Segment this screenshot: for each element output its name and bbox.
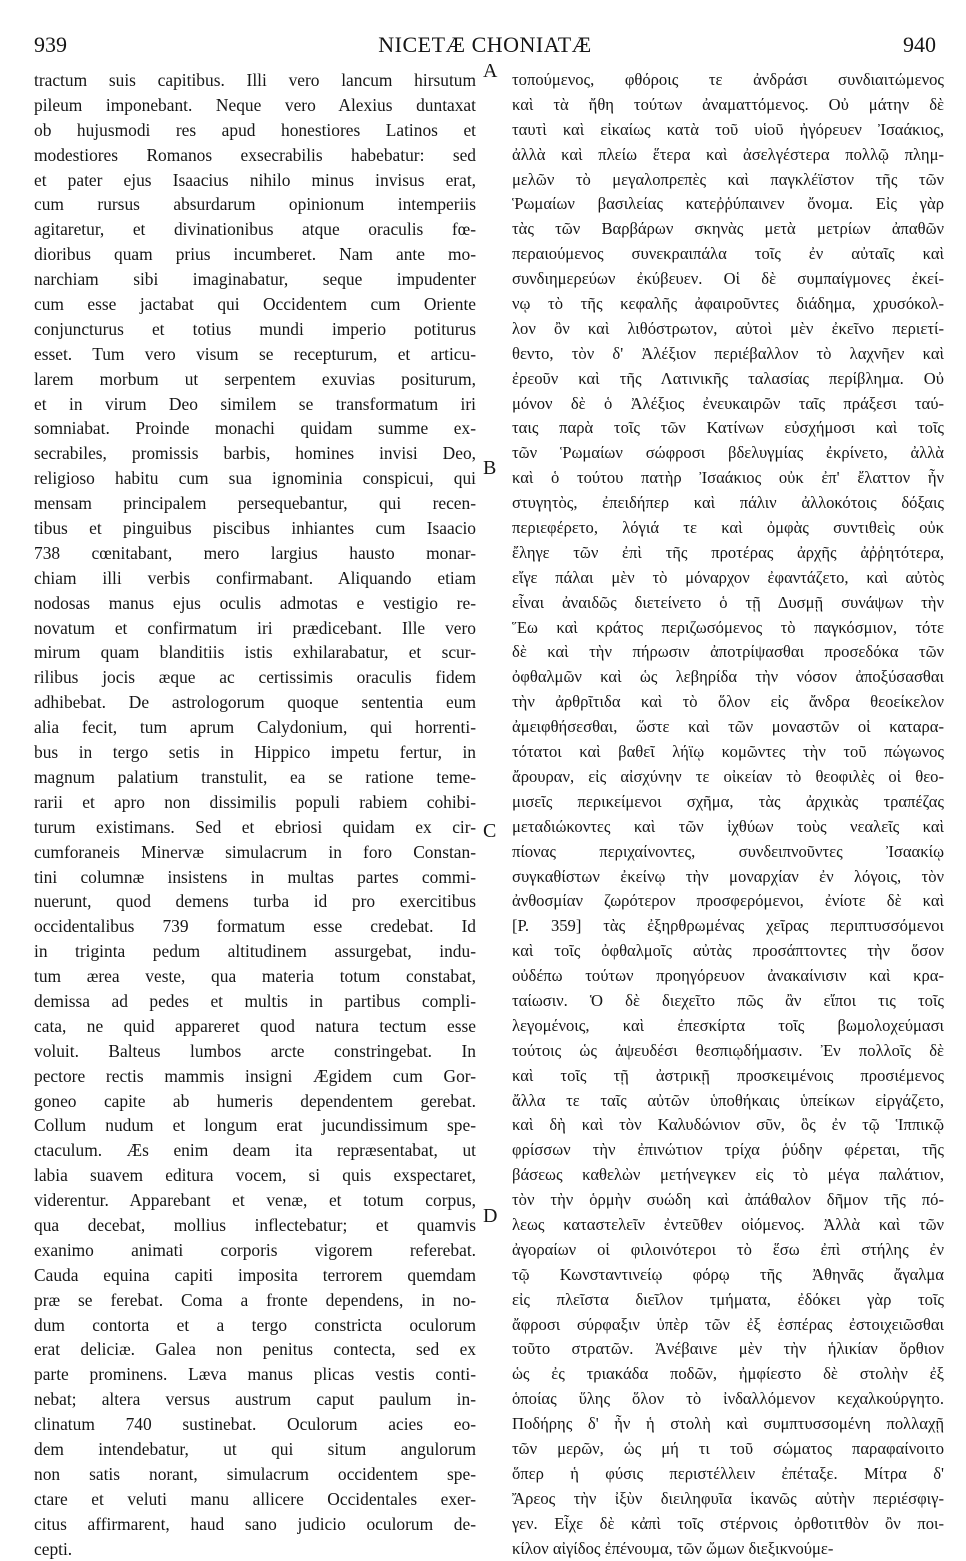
greek-text-line: ταις παρὰ τοῖς τῶν Κατίνων εὐσχήμοσι καὶ τοῖς (512, 418, 944, 438)
latin-text-line: modestiores Romanos exsecrabilis habebatur: sed (34, 144, 476, 165)
latin-text-line: mensam principalem persequebantur, qui recen- (34, 493, 476, 514)
greek-text-line: μόνον δὲ ὁ Ἀλέξιος ἐνευκαιρῶν ταῖς πράξεσι ταύ- (512, 393, 944, 413)
latin-text-line: bus in tergo setis in Hippico impetu fertur, in (34, 742, 476, 763)
latin-text-line: chiam illi verbis confirmabant. Aliquando etiam (34, 567, 476, 588)
latin-text-line: conjuncturus et totius mundi imperio potiturus (34, 318, 476, 339)
latin-text-line: ctaculum. Æs enim deam ita repræsentabat, ut (34, 1140, 476, 1161)
greek-text-line: εἰς πλεῖστα διεῖλον τμήματα, ἐδόκει γὰρ τοῖς (512, 1289, 944, 1309)
greek-text-line: [P. 359] τὰς ἐξηρθρωμένας χεῖρας περιπτυσσόμενοι (512, 916, 944, 936)
page-number-left: 939 (34, 32, 67, 57)
greek-text-line: καὶ τὰ ἤθη τούτων ἀναματτόμενος. Οὐ μάτην δὲ (512, 94, 944, 114)
greek-text-line: νῳ τὸ τῆς κεφαλῆς ἀφαιροῦντες διάδημα, χρυσόκολ- (512, 294, 944, 314)
greek-text-line: ἄφροσι σύρφαξιν ὑπὲρ τῶν ἐξ ἑσπέρας ἐστοιχειῶσθαι (512, 1314, 944, 1334)
greek-text-line: πίονας περιχαίνοντες, συνδειπνοῦντες Ἰσαακίῳ (512, 841, 944, 861)
latin-text-line: voluit. Balteus lumbos arcte constringebat. In (34, 1040, 476, 1061)
greek-text-line: μισεῖς περικείμενοι σχῆμα, τὰς ἀρχικὰς τραπέζας (512, 791, 944, 811)
greek-text-line: εἴγε πάλαι μὲν τὸ μόναρχον ἐφαντάζετο, καὶ αὐτὸς (512, 567, 944, 587)
greek-text-line: ἐρεοῦν καὶ τῆς Λατινικῆς ταλασίας περίβλημα. Οὐ (512, 368, 944, 388)
latin-text-line: Cauda equina capiti imposita terrorem quemdam (34, 1264, 476, 1285)
latin-text-line: novatum et confirmatum iri prædicebant. Ille vero (34, 617, 476, 638)
greek-text-line: στυγητὸς, ἐπειδήπερ καὶ πάλιν ἀλλοκότοις δόξαις (512, 493, 944, 513)
greek-text-line: Ῥωμαίων βασιλείας κατεῤῥύπαινεν ὄνομα. Εἰς γὰρ (512, 194, 944, 214)
greek-text-line: τὸν τὴν ὁρμὴν συώδη καὶ ἀπάθαλον δῆμον τῆς πό- (512, 1190, 944, 1210)
greek-text-line: ταυτὶ καὶ εἰκαίως κατὰ τοῦ υἱοῦ ἠγόρευεν Ἰσαάκιος, (512, 119, 944, 139)
latin-text-line: religioso habitu cum sua ignominia conspicui, qui (34, 468, 476, 489)
latin-text-line: et in virum Deo similem se transformatum iri (34, 393, 476, 414)
running-header (34, 28, 936, 62)
greek-text-line: κίλον αἰγίδος ἐπένουμα, τῶν ὤμων διεξικνούμε- (512, 1538, 834, 1558)
greek-text-line: περαιούμενος συνεκραιπάλα τοῖς ἐν αὐταῖς καὶ (512, 244, 944, 264)
section-marker-c: C (483, 820, 497, 842)
latin-text-line: agitaretur, et divinationibus atque oraculis fœ- (34, 219, 476, 240)
greek-text-line: φρίσσων τὴν ἐπινώτιον τρίχα ῥύδην φέρεται, τῆς (512, 1140, 944, 1160)
latin-text-line: cepti. (34, 1538, 73, 1559)
latin-text-line: citus affirmarent, haud sano judicio oculorum de- (34, 1513, 476, 1534)
latin-text-line: cum esse jactabat qui Occidentem cum Oriente (34, 294, 476, 315)
latin-text-line: præ se ferebat. Coma a fronte dependens, in no- (34, 1289, 476, 1310)
section-marker-d: D (483, 1205, 498, 1227)
greek-text-line: βάσεως καθελὼν μετήνεγκεν εἰς τὸ μέγα παλάτιον, (512, 1165, 944, 1185)
latin-text-line: magnum palatium transtulit, ea se ratione teme- (34, 766, 476, 787)
section-marker-a: A (483, 60, 498, 82)
greek-text-line: τοῦτο στρατῶν. Ἀνέβαινε μὲν τὴν ἡλικίαν ὄρθιον (512, 1339, 944, 1359)
greek-text-line: τούτοις ὡς ἀψευδέσι θεσπιῳδήμασιν. Ἐν πολλοῖς δὲ (512, 1040, 944, 1060)
latin-text-line: cata, ne quid appareret quod natura tectum esse (34, 1015, 476, 1036)
latin-text-line: dioribus quam prius incumberet. Nam ante mo- (34, 244, 476, 265)
latin-text-line: rilibus jocis æque ac certissimis oraculis fidem (34, 667, 476, 688)
latin-text-line: exanimo animati corporis vigorem referebat. (34, 1239, 476, 1260)
latin-text-line: parte prominens. Læva manus plicas vestis conti- (34, 1364, 476, 1385)
greek-column (512, 68, 944, 1561)
latin-text-line: occidentalibus 739 formatum esse credebat. Id (34, 916, 476, 937)
latin-text-line: erat deliciæ. Galea non penitus contecta, sed ex (34, 1339, 476, 1360)
greek-text-line: τῶν Ῥωμαίων σώφροσι βδελυγμίας ἐκρίνετο, ἀλλὰ (512, 443, 944, 463)
greek-text-line: ἀμειφθήσεσθαι, ὥστε καὶ τῶν μοναστῶν οἱ καταρα- (512, 717, 944, 737)
greek-text-line: λεως καταστελεῖν ἐντεῦθεν οἰόμενος. Ἀλλὰ καὶ τῶν (512, 1214, 944, 1234)
greek-text-line: ἀλλὰ καὶ πλείω ἕτερα καὶ ἀσελγέστερα πολλῷ πλημ- (512, 144, 944, 164)
latin-text-line: viderentur. Apparebant et venæ, et totum corpus, (34, 1190, 476, 1211)
greek-text-line: Ποδήρης δ' ἦν ἡ στολὴ καὶ συμπτυσσομένη πολλαχῇ (512, 1414, 944, 1434)
latin-text-line: in triginta pedum altitudinem assurgebat, indu- (34, 941, 476, 962)
latin-text-line: rarii et apro non dissimilis populi rabiem cohibi- (34, 791, 476, 812)
latin-text-line: demissa ad pedes et multis in partibus compli- (34, 990, 476, 1011)
greek-text-line: τοπούμενος, φθόροις τε ἀνδράσι συνδιαιτώμενος (512, 70, 944, 89)
latin-text-line: tum ærea veste, qua materia totum constabat, (34, 966, 476, 987)
latin-text-line: nebat; altera versus austrum caput paulum in- (34, 1389, 476, 1410)
latin-text-line: tini columnæ insistens in multas partes commi- (34, 866, 476, 887)
latin-text-line: nodosas manus ejus oculis admotas e vestigio re- (34, 592, 476, 613)
greek-text-line: εἶναι ἀναιδῶς διετείνετο ὁ τῇ Δυσμῇ συνάψων τὴν (512, 592, 944, 612)
greek-text-line: τῶν μερῶν, ὡς μή τι τοῦ σώματος παραφαίνοιτο (512, 1438, 944, 1458)
latin-text-line: pileum imponebant. Neque vero Alexius duntaxat (34, 94, 476, 115)
greek-text-line: καὶ δὴ καὶ τὸν Καλυδώνιον σῦν, ὃς ἐν τῷ Ἱππικῷ (512, 1115, 944, 1135)
latin-text-line: labia suavem editura vocem, si quis exspectaret, (34, 1165, 476, 1186)
greek-text-line: καὶ τοῖς ὀφθαλμοῖς αὐτὰς προσάπτοντες τὴν ὅσον (512, 941, 944, 961)
greek-text-line: ἔληγε τῶν ἐπὶ τῆς προτέρας ἀρχῆς ἀῤῥητότερα, (512, 542, 944, 562)
latin-text-line: qua decebat, mollius inflectebatur; et quamvis (34, 1214, 476, 1235)
latin-text-line: adhibebat. De astrologorum quoque sententia eum (34, 692, 476, 713)
greek-text-line: ταίωσιν. Ὁ δὲ διεχεῖτο πῶς ἂν εἴποι τις τοῖς (512, 990, 944, 1010)
section-marker-b: B (483, 457, 497, 479)
greek-text-line: τῷ Κωνσταντινείῳ φόρῳ τῆς Ἀθηνᾶς ἄγαλμα (512, 1264, 944, 1284)
latin-text-line: narchiam sibi imaginabatur, seque impudenter (34, 269, 476, 290)
latin-text-line: esset. Tum vero visum se recepturum, et articu- (34, 343, 476, 364)
page-number-right: 940 (903, 32, 936, 57)
greek-text-line: δὲ καὶ τὴν πήρωσιν ἀποτρίψασθαι προσεδόκα τῶν (512, 642, 944, 662)
greek-text-line: τὴν ἀρθρῖτιδα καὶ τὸ ὅλον εἰς ἄνδρα θεοείκελον (512, 692, 944, 712)
greek-text-line: καὶ ὁ τούτου πατὴρ Ἰσαάκιος οὐκ ἐπ' ἔλαττον ἦν (512, 468, 944, 488)
greek-text-line: περιεφέρετο, λόγιά τε καὶ ὀμφὰς συντιθεὶς οὐκ (512, 518, 944, 538)
greek-text-line: ὀφθαλμῶν καὶ ὡς λεβηρίδα τὴν νόσον ἀποξύσασθαι (512, 667, 944, 687)
latin-text-line: mirum quam blanditiis istis exhilarabatur, et scur- (34, 642, 476, 663)
latin-text-line: clinatum 740 sustinebat. Oculorum acies eo- (34, 1414, 476, 1435)
latin-text-line: cum rursus absurdarum opinionum intemperiis (34, 194, 476, 215)
greek-text-line: λον ὂν καὶ λιθόστρωτον, αὐτοὶ μὲν ἐκεῖνο περιετί- (512, 318, 944, 338)
latin-text-line: pectore rectis mammis insigni Ægidem cum Gor- (34, 1065, 476, 1086)
latin-text-line: Collum nudum et longum erat jucundissimum spe- (34, 1115, 476, 1136)
latin-text-line: non satis norant, simulacrum occidentem spe- (34, 1463, 476, 1484)
greek-text-line: οὐδέπω τούτων προηγόρευον ἀνακαίνισιν καὶ κρα- (512, 966, 944, 986)
greek-text-line: ἄρουραν, εἰς αἰσχύνην τε οἰκείαν τὸ θεοφιλὲς οἱ θεο- (512, 766, 944, 786)
latin-text-line: ob hujusmodi res apud honestiores Latinos et (34, 119, 476, 140)
latin-text-line: cumforaneis Minervæ simulacrum in foro Constan- (34, 841, 476, 862)
greek-text-line: συγκαθίστων ἐκείνῳ τὴν μοναρχίαν ἐν λόγοις, τὸν (512, 866, 944, 886)
latin-text-line: turum existimans. Sed et ebriosi quidam ex cir- (34, 816, 476, 837)
greek-text-line: μελῶν τὸ μεγαλοπρεπὲς καὶ παγκλέϊστον τῆς τῶν (512, 169, 944, 189)
latin-text-line: goneo capite ab humeris dependentem gerebat. (34, 1090, 476, 1111)
latin-text-line: somniabat. Proinde monachi quidam summe ex- (34, 418, 476, 439)
greek-text-line: ἄλλα τε ταῖς αὐτῶν ὑποθήκαις ὑπείκων εἰργάζετο, (512, 1090, 944, 1110)
latin-text-line: ctare et veluti manu allicere Occidentales exer- (34, 1488, 476, 1509)
greek-text-line: τὰς τῶν Βαρβάρων σκηνὰς μετὰ μετρίων ἀπαθῶν (512, 219, 944, 239)
latin-text-line: larem morbum ut serpentem exuvias positurum, (34, 368, 476, 389)
latin-text-line: tibus et pinguibus piscibus inhiantes cum Isaacio (34, 518, 476, 539)
greek-text-line: λεγομένοις, καὶ ἐπεσκίρτα τοῖς βωμολοχεύμασι (512, 1015, 944, 1035)
greek-text-line: ὅπερ ἡ φύσις περιστέλλειν ἐπέταξε. Μίτρα δ' (512, 1463, 944, 1483)
latin-text-line: dum contorta et a tergo constricta oculorum (34, 1314, 476, 1335)
latin-text-line: dem intendebatur, ut qui situm angulorum (34, 1438, 476, 1459)
greek-text-line: γεν. Εἶχε δὲ κἀπὶ τοῖς στέρνοις ὀρθοτιτθὸν ὂν ποι- (512, 1513, 944, 1533)
latin-column (34, 68, 476, 1561)
greek-text-line: Ἕω καὶ κράτος περιζωσόμενος τὸ παγκόσμιον, τότε (512, 617, 944, 637)
latin-text-line: alia fecit, tum aprum Calydonium, qui horrenti- (34, 717, 476, 738)
greek-text-line: ὁποίας ὕλης ὅλον τὸ ἰνδαλλόμενον κεχαλκούργητο. (512, 1389, 944, 1409)
running-title: NICETÆ CHONIATÆ (378, 32, 592, 57)
latin-text-line: nuerunt, quod demens turba id pro exercitibus (34, 891, 476, 912)
greek-text-line: ἀνθοσμίαν ζωρότερον προσφερόμενοι, ἐνίοτε δὲ καὶ (512, 891, 944, 911)
greek-text-line: συνδιημερεύων ἐκύβευεν. Οἱ δὲ συμπαίγμονες ἐκεί- (512, 269, 944, 289)
latin-text-line: et pater ejus Isaacius nihilo minus invisus erat, (34, 169, 476, 190)
greek-text-line: τότατοι καὶ βαθεῖ λήϊῳ κομῶντες τὴν τοῦ πώγωνος (512, 742, 944, 762)
latin-text-line: 738 cœnitabant, mero largius hausto monar- (34, 542, 476, 563)
greek-text-line: θεντο, τὸν δ' Ἀλέξιον περιέβαλλον τὸ λαχνῆεν καὶ (512, 343, 944, 363)
latin-text-line: tractum suis capitibus. Illi vero lancum hirsutum (34, 70, 476, 90)
greek-text-line: καὶ τοῖς τῇ ἀστρικῇ προσκειμένοις προσιέμενος (512, 1065, 944, 1085)
greek-text-line: ὡς ἐς τριακάδα ποδῶν, ἠμφίεστο δὲ στολὴν ἐξ (512, 1364, 944, 1384)
greek-text-line: Ἄρεος τὴν ἰξὺν διειληφυῖα ἱκανῶς αὐτὴν περιέσφιγ- (512, 1488, 944, 1508)
greek-text-line: ἀγοραίων οἱ φιλοινότεροι τὸ ἕσω ἐπὶ στήλης ἐν (512, 1239, 944, 1259)
greek-text-line: μεταδιώκοντες καὶ τῶν ἰχθύων τοὺς νεαλεῖς καὶ (512, 816, 944, 836)
latin-text-line: secrabiles, promissis barbis, homines invisi Deo, (34, 443, 476, 464)
